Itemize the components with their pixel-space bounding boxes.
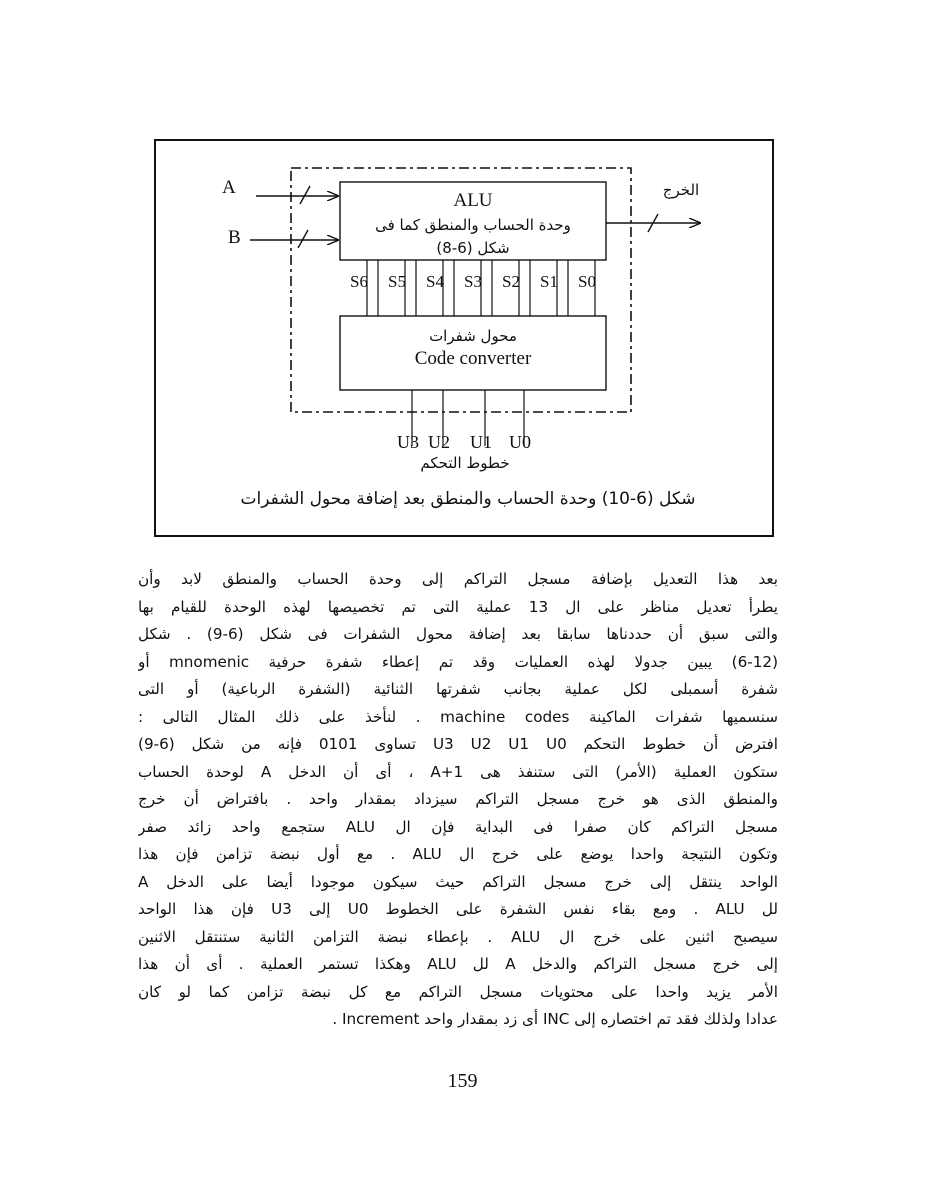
alu-title: ALU [453,190,493,211]
body-line: وتكون النتيجة واحدا يوضع على خرج ال ALU . مع أول نبضة تزامن فإن هذا [138,845,778,863]
select-line-label: S4 [426,272,444,291]
body-line: ستكون العملية (الأمر) التى ستنفذ هى A+1 ، أى أن الدخل A لوحدة الحساب [138,762,778,781]
control-line-label: U3 [397,432,419,452]
select-line-label: S2 [502,272,520,291]
alu-desc-line2: شكل (6-8) [436,239,510,257]
select-line-label: S1 [540,272,558,291]
select-line-label: S0 [578,272,596,291]
select-lines [350,260,596,316]
output-label: الخرج [662,181,700,199]
converter-english-label: Code converter [414,348,532,369]
control-line-label: U1 [470,432,492,452]
body-line: بعد هذا التعديل بإضافة مسجل التراكم إلى وحدة الحساب والمنطق لابد وأن [138,570,778,588]
input-a-label: A [222,177,236,198]
input-a-bus-slash [300,186,310,204]
control-line-label: U0 [509,432,531,452]
body-line: إلى خرج مسجل التراكم والدخل A لل ALU وهكذا تستمر العملية . أى أن هذا [138,955,778,973]
input-b-bus-slash [298,230,308,248]
body-line: شفرة أسمبلى لكل عملية بجانب شفرتها الثنائية (الشفرة الرباعية) أو التى [138,680,778,698]
alu-desc-line1: وحدة الحساب والمنطق كما فى [375,216,571,234]
body-line: الواحد ينتقل إلى خرج مسجل التراكم حيث سيكون موجودا أيضا على الدخل A [138,872,778,891]
body-line: سيصبح اثنين على خرج ال ALU . بإعطاء نبضة التزامن الثانية ستنتقل الاثنين [138,927,778,946]
select-line-label: S6 [350,272,368,291]
body-paragraph [138,566,778,1034]
control-lines-label: خطوط التحكم [420,454,510,472]
body-line: والمنطق الذى هو خرج مسجل التراكم سيزداد بمقدار واحد . بافتراض أن خرج [138,790,778,808]
figure-caption: شكل (6-10) وحدة الحساب والمنطق بعد إضافة محول الشفرات [240,489,696,509]
alu-code-converter-figure [0,0,925,560]
input-b-label: B [228,227,241,248]
body-line: عدادا ولذلك فقد تم اختصاره إلى INC أى زد بمقدار واحد Increment . [332,1010,778,1028]
body-line: سنسميها شفرات الماكينة machine codes . لنأخذ على ذلك المثال التالى : [138,707,778,726]
body-line: الأمر يزيد واحدا على محتويات مسجل التراكم مع كل نبضة تزامن كما لو كان [138,982,778,1001]
body-line: مسجل التراكم كان صفرا فى البداية فإن ال ALU ستجمع واحد زائد صفر [138,817,778,836]
select-line-label: S5 [388,272,406,291]
select-line-label: S3 [464,272,482,291]
body-line: لل ALU . ومع بقاء نفس الشفرة على الخطوط U0 إلى U3 فإن هذا الواحد [138,900,778,918]
body-line: والتى سبق أن حددناها سابقا بعد إضافة محول الشفرات فى شكل (6-9) . شكل [138,625,778,643]
converter-arabic-label: محول شفرات [429,327,517,345]
control-line-label: U2 [428,432,450,452]
body-line: (6-12) يبين جدولا لهذه العمليات وقد تم إعطاء شفرة حرفية mnomenic أو [138,652,778,671]
control-lines [397,390,531,452]
body-line: افترض أن خطوط التحكم U3 U2 U1 U0 تساوى 0101 فإنه من شكل (6-9) [138,735,778,753]
page-number: 159 [447,1070,478,1092]
body-line: يطرأ تعديل مناظر على ال 13 عملية التى تم تخصيصها لهذه الوحدة للقيام بها [138,597,778,616]
